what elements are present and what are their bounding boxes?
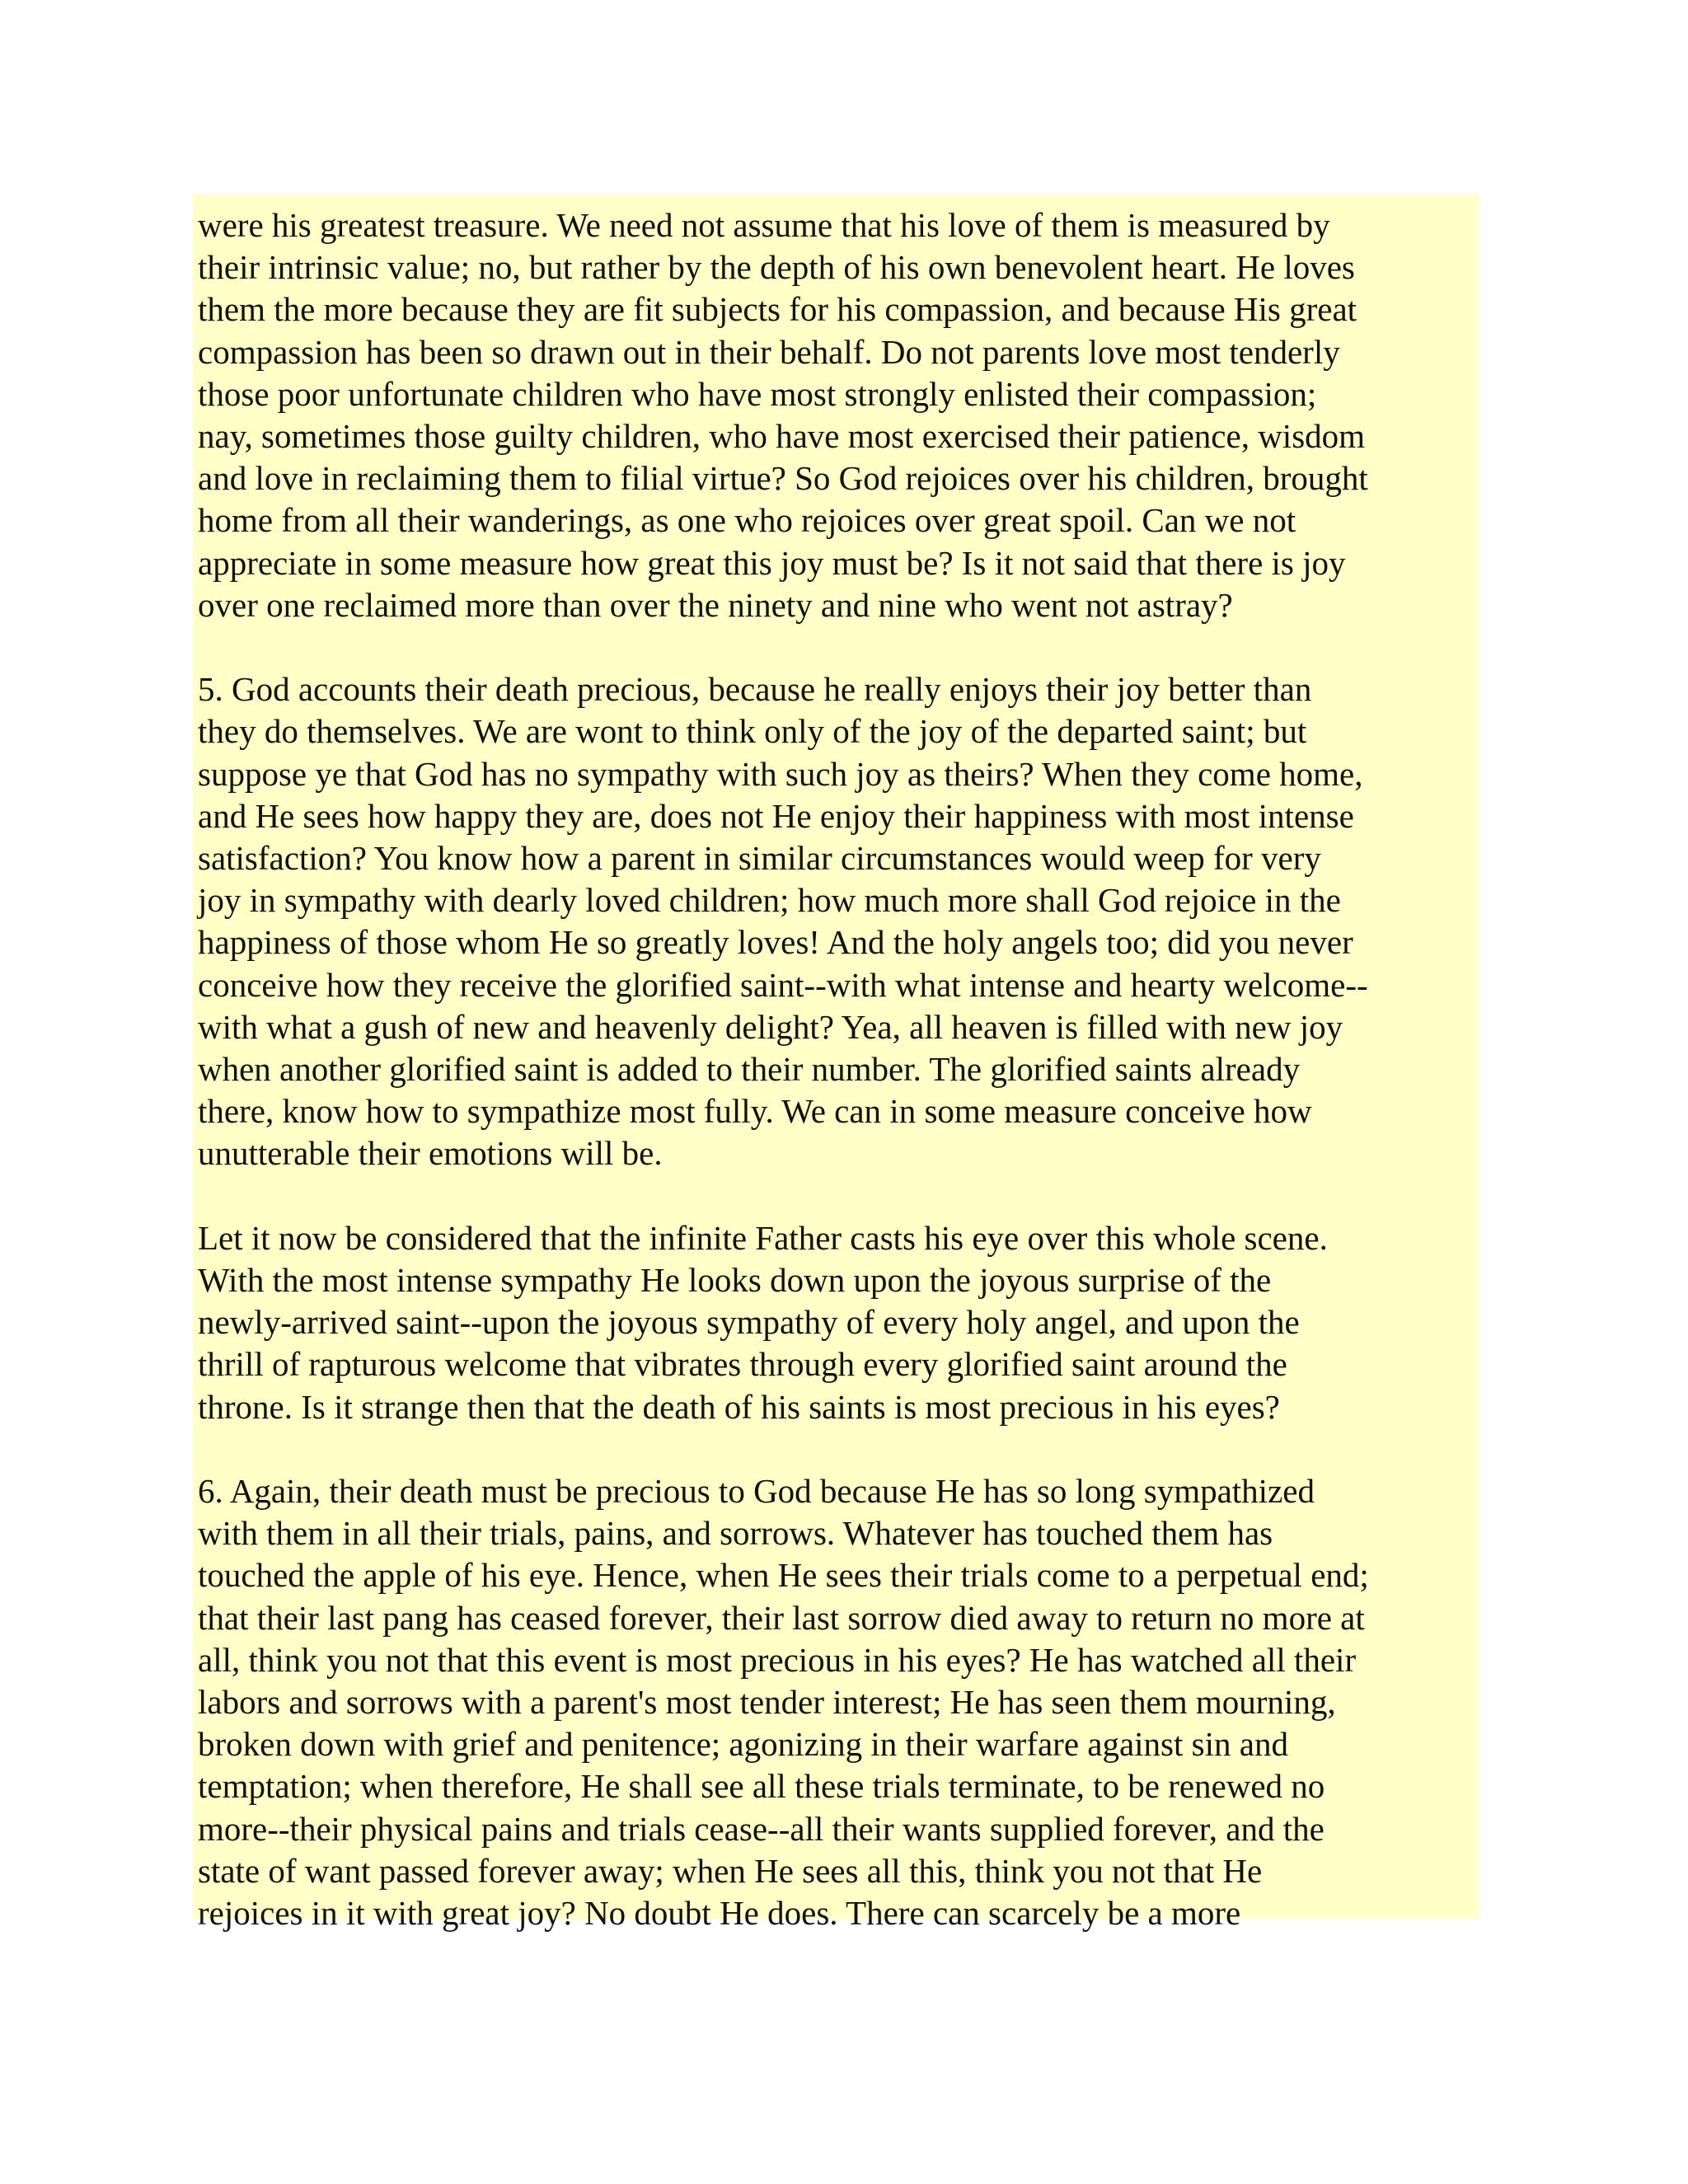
text-line: Let it now be considered that the infinite Father casts his eye over this whole scene. bbox=[198, 1218, 1328, 1257]
text-line: all, think you not that this event is most precious in his eyes? He has watched all their bbox=[198, 1640, 1357, 1679]
text-line: joy in sympathy with dearly loved children; how much more shall God rejoice in the bbox=[198, 881, 1341, 920]
text-line: satisfaction? You know how a parent in similar circumstances would weep for very bbox=[198, 839, 1321, 877]
text-line: those poor unfortunate children who have most strongly enlisted their compassion; bbox=[198, 374, 1317, 413]
text-line: they do themselves. We are wont to think only of the joy of the departed saint; but bbox=[198, 712, 1307, 751]
text-line: With the most intense sympathy He looks down upon the joyous surprise of the bbox=[198, 1261, 1272, 1299]
text-line: compassion has been so drawn out in their behalf. Do not parents love most tenderly bbox=[198, 332, 1340, 371]
text-line: newly-arrived saint--upon the joyous sympathy of every holy angel, and upon the bbox=[198, 1303, 1300, 1342]
text-line: 5. God accounts their death precious, because he really enjoys their joy better than bbox=[198, 670, 1312, 709]
text-line: home from all their wanderings, as one who rejoices over great spoil. Can we not bbox=[198, 501, 1296, 540]
text-line: when another glorified saint is added to their number. The glorified saints already bbox=[198, 1050, 1301, 1088]
text-line: suppose ye that God has no sympathy with such joy as theirs? When they come home, bbox=[198, 754, 1363, 793]
text-block bbox=[193, 194, 1479, 1932]
text-line: conceive how they receive the glorified saint--with what intense and hearty welcome-- bbox=[198, 965, 1368, 1004]
text-line: labors and sorrows with a parent's most tender interest; He has seen them mourning, bbox=[198, 1683, 1336, 1721]
text-line: appreciate in some measure how great this joy must be? Is it not said that there is joy bbox=[198, 543, 1346, 582]
text-line: rejoices in it with great joy? No doubt He does. There can scarcely be a more bbox=[198, 1894, 1241, 1932]
text-line: with what a gush of new and heavenly delight? Yea, all heaven is filled with new joy bbox=[198, 1007, 1343, 1046]
text-line: happiness of those whom He so greatly loves! And the holy angels too; did you never bbox=[198, 923, 1353, 962]
text-line: that their last pang has ceased forever, their last sorrow died away to return no more at bbox=[198, 1598, 1365, 1637]
text-line: more--their physical pains and trials cease--all their wants supplied forever, and the bbox=[198, 1809, 1325, 1848]
text-line: state of want passed forever away; when He sees all this, think you not that He bbox=[198, 1851, 1263, 1890]
text-line: over one reclaimed more than over the ninety and nine who went not astray? bbox=[198, 585, 1233, 624]
text-line: broken down with grief and penitence; agonizing in their warfare against sin and bbox=[198, 1725, 1288, 1764]
text-line: unutterable their emotions will be. bbox=[198, 1134, 663, 1173]
text-line: and love in reclaiming them to filial virtue? So God rejoices over his children, brought bbox=[198, 459, 1368, 498]
text-line: with them in all their trials, pains, and sorrows. Whatever has touched them has bbox=[198, 1514, 1273, 1553]
text-line: 6. Again, their death must be precious to God because He has so long sympathized bbox=[198, 1472, 1315, 1510]
text-line: there, know how to sympathize most fully. We can in some measure conceive how bbox=[198, 1092, 1312, 1131]
text-line: temptation; when therefore, He shall see all these trials terminate, to be renewed no bbox=[198, 1767, 1325, 1806]
text-line: and He sees how happy they are, does not He enjoy their happiness with most intense bbox=[198, 796, 1354, 835]
text-line: them the more because they are fit subjects for his compassion, and because His great bbox=[198, 290, 1357, 329]
text-line: touched the apple of his eye. Hence, when He sees their trials come to a perpetual end; bbox=[198, 1556, 1369, 1595]
text-line: were his greatest treasure. We need not assume that his love of them is measured by bbox=[198, 206, 1330, 244]
text-line: nay, sometimes those guilty children, who have most exercised their patience, wisdom bbox=[198, 417, 1366, 455]
text-line: throne. Is it strange then that the death of his saints is most precious in his eyes? bbox=[198, 1387, 1280, 1426]
text-line: thrill of rapturous welcome that vibrates through every glorified saint around the bbox=[198, 1345, 1287, 1384]
text-line: their intrinsic value; no, but rather by the depth of his own benevolent heart. He loves bbox=[198, 248, 1355, 287]
